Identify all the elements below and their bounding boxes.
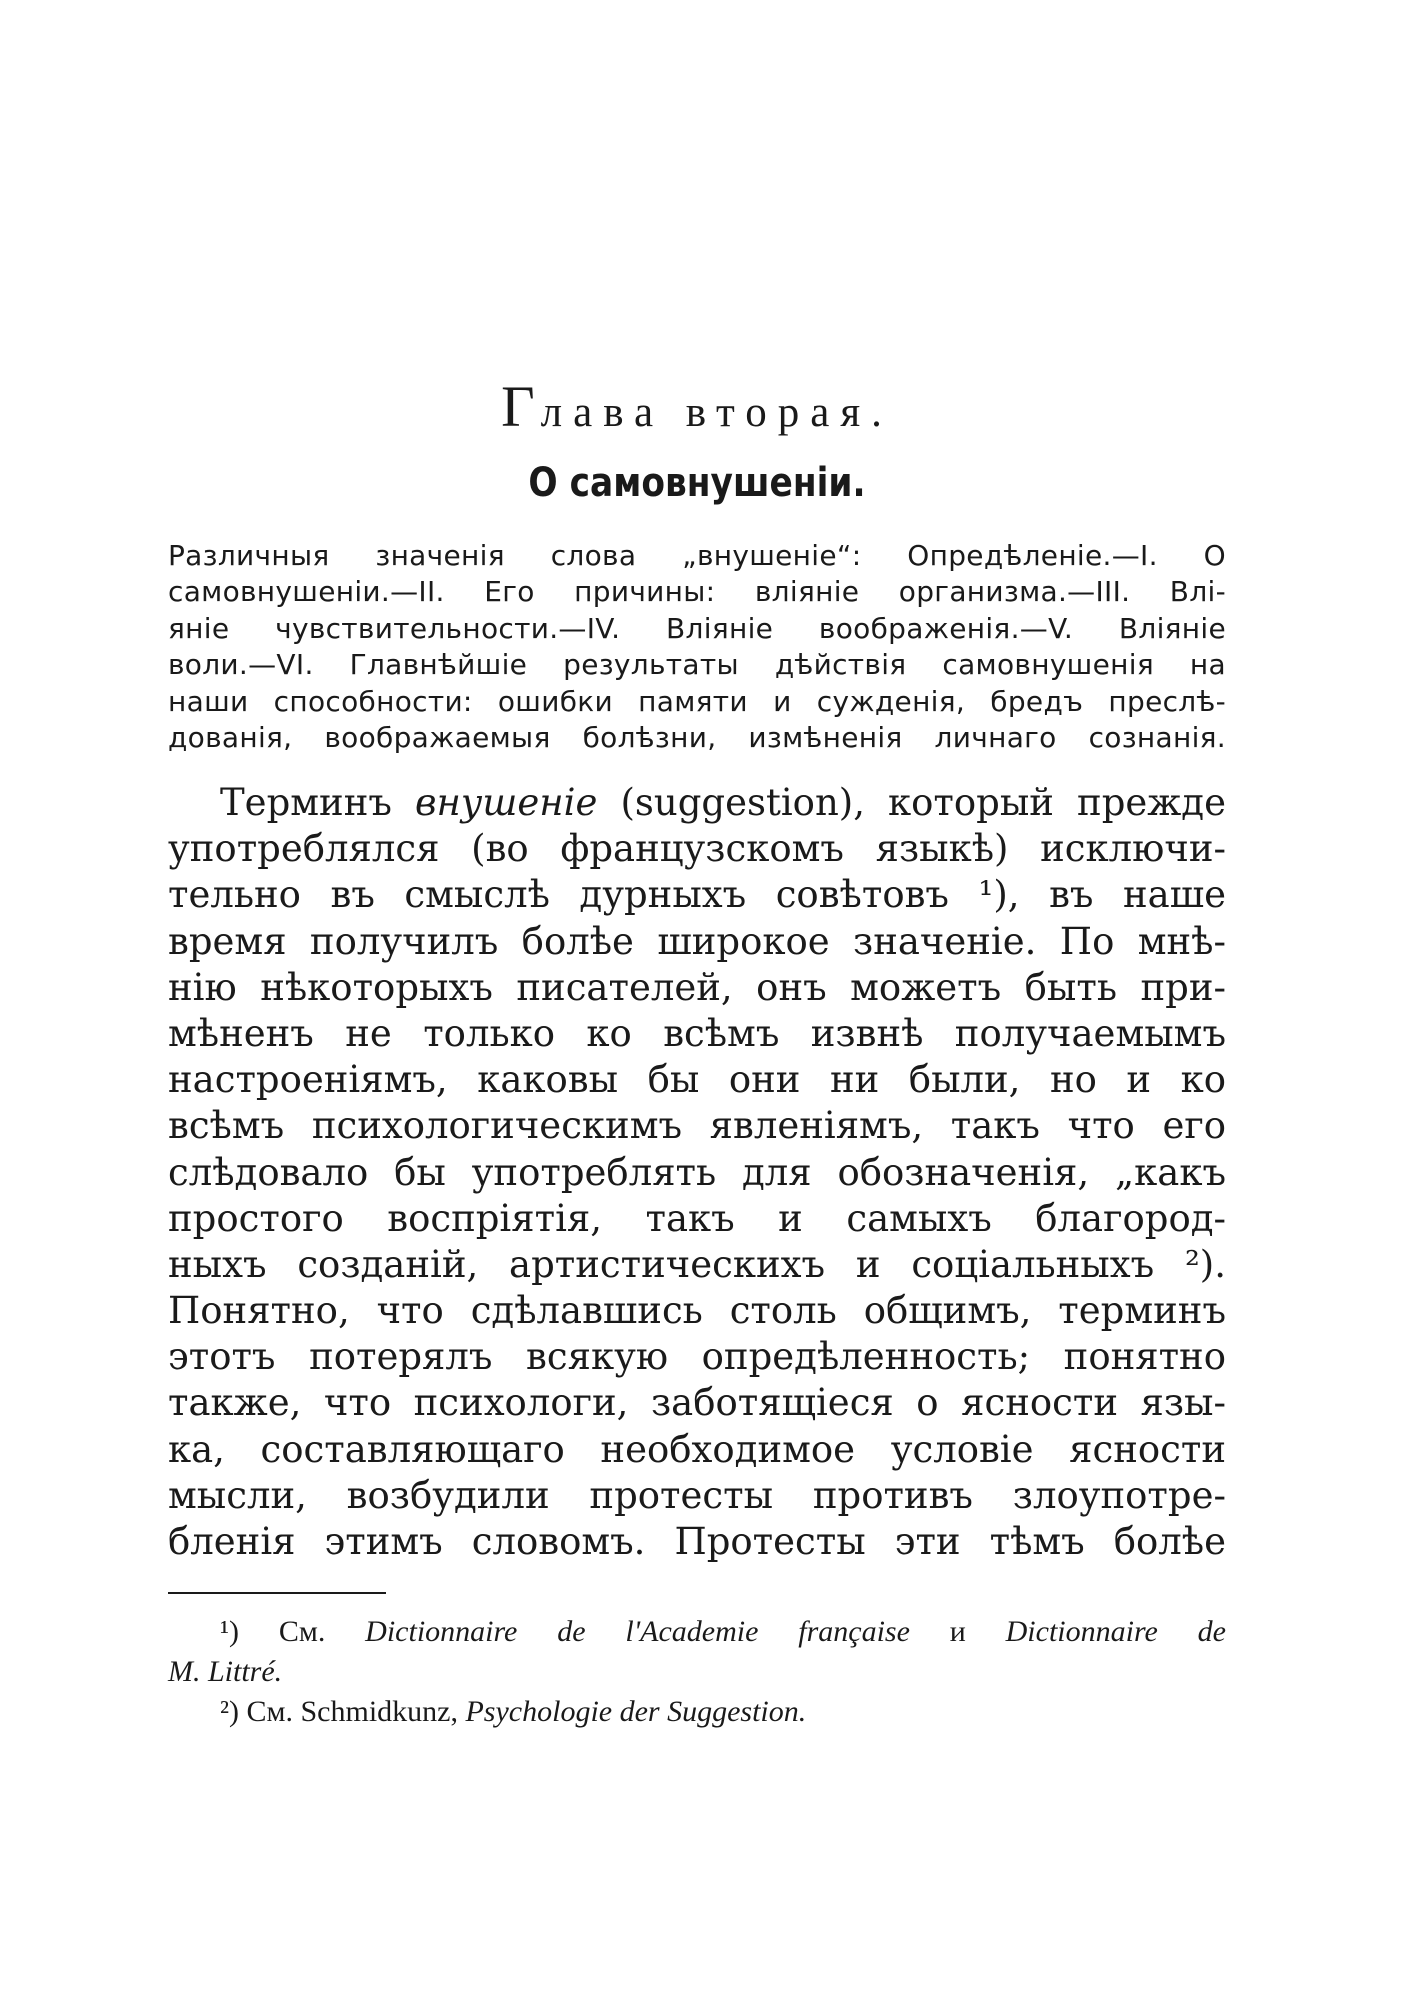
- footnote-2-author: Schmidkunz,: [300, 1695, 458, 1728]
- emphasized-term: внушеніе: [414, 781, 598, 824]
- footnote-1-and: и: [949, 1615, 966, 1648]
- footnote-2: [168, 1692, 1226, 1732]
- footnote-2-marker: ²): [220, 1695, 239, 1728]
- summary-line: самовнушеніи.—II. Его причины: вліяніе организма.—III. Влі-: [168, 575, 1226, 609]
- chapter-heading-initial: Г: [501, 374, 541, 439]
- body-line: время получилъ болѣе широкое значеніе. По мнѣ-: [168, 919, 1226, 963]
- body-line: слѣдовало бы употреблять для обозначенія, „какъ: [168, 1150, 1226, 1194]
- body-line: употреблялся (во французскомъ языкѣ) исключи-: [168, 827, 1226, 871]
- body-line: настроеніямъ, каковы бы они ни были, но и ко: [168, 1058, 1226, 1102]
- footnote-2-work: Psychologie der Suggestion.: [465, 1695, 807, 1728]
- footnote-divider: [168, 1592, 386, 1594]
- body-line: тельно въ смыслѣ дурныхъ совѣтовъ ¹), въ наше: [168, 873, 1226, 917]
- footnote-1-see: См.: [278, 1615, 326, 1648]
- chapter-summary: [168, 538, 1226, 756]
- body-line: этотъ потерялъ всякую опредѣленность; понятно: [168, 1335, 1226, 1379]
- footnotes: [168, 1612, 1226, 1732]
- summary-line: яніе чувствительности.—IV. Вліяніе воображенія.—V. Вліяніе: [168, 611, 1226, 645]
- body-line: бленія этимъ словомъ. Протесты эти тѣмъ болѣе: [168, 1520, 1226, 1563]
- body-line: Понятно, что сдѣлавшись столь общимъ, терминъ: [168, 1289, 1226, 1333]
- body-line: нію нѣкоторыхъ писателей, онъ можетъ быть при-: [168, 965, 1226, 1009]
- summary-line: наши способности: ошибки памяти и сужденія, бредъ преслѣ-: [168, 684, 1226, 718]
- footnote-1: [168, 1612, 1226, 1652]
- body-line: простого воспріятія, такъ и самыхъ благород-: [168, 1196, 1226, 1240]
- body-line: всѣмъ психологическимъ явленіямъ, такъ что его: [168, 1104, 1226, 1148]
- footnote-1-work-1: Dictionnaire de l'Academie française: [365, 1615, 910, 1648]
- footnote-1-marker: ¹): [220, 1615, 239, 1648]
- book-page: [168, 0, 1226, 1999]
- summary-line: дованія, воображаемыя болѣзни, измѣненія личнаго сознанія.: [168, 720, 1226, 754]
- body-paragraph: [168, 780, 1226, 1565]
- body-line: также, что психологи, заботящіеся о ясности язы-: [168, 1381, 1226, 1425]
- body-line: Терминъ внушеніе (suggestion), который прежде: [220, 781, 1226, 824]
- footnote-2-see: См.: [246, 1695, 293, 1728]
- footnote-1-continuation: M. Littré.: [168, 1655, 283, 1688]
- summary-line: Различныя значенія слова „внушеніе“: Опредѣленіе.—I. О: [168, 539, 1226, 572]
- body-line: ныхъ созданій, артистическихъ и соціальныхъ ²).: [168, 1242, 1226, 1286]
- chapter-heading: [168, 374, 1226, 439]
- body-line: мысли, возбудили протесты противъ злоупотре-: [168, 1473, 1226, 1517]
- body-line: ка, составляющаго необходимое условіе ясности: [168, 1427, 1226, 1471]
- chapter-title: О самовнушеніи.: [528, 460, 866, 506]
- body-line: мѣненъ не только ко всѣмъ извнѣ получаемымъ: [168, 1011, 1226, 1055]
- chapter-heading-rest: лава вторая.: [540, 389, 893, 436]
- footnote-1-work-2: Dictionnaire de: [1005, 1615, 1226, 1648]
- summary-line: воли.—VI. Главнѣйшіе результаты дѣйствія самовнушенія на: [168, 648, 1226, 682]
